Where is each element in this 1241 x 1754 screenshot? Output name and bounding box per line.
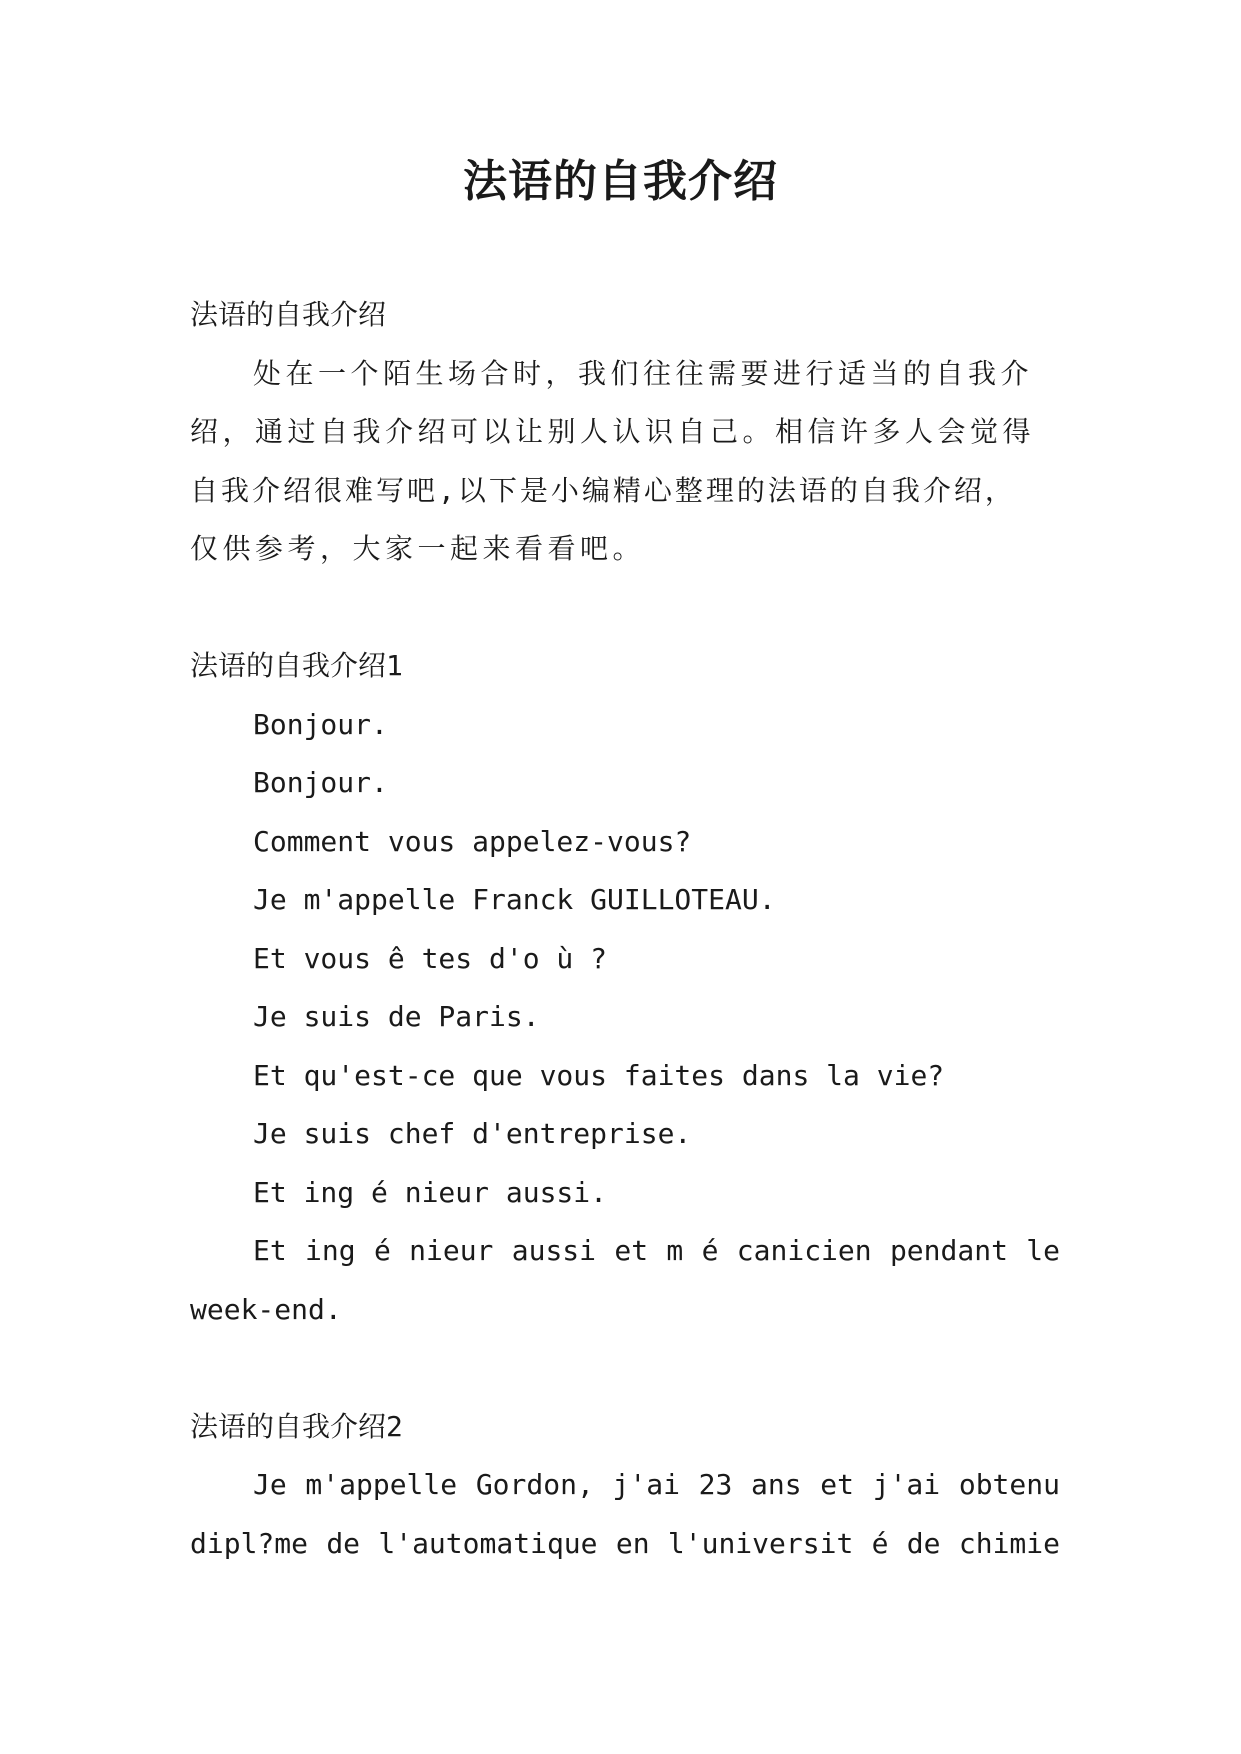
section1-line: Et ing é nieur aussi. bbox=[253, 1175, 608, 1209]
section1-heading: 法语的自我介绍1 bbox=[190, 649, 403, 682]
section1-line: Bonjour. bbox=[253, 707, 388, 741]
intro-line: 仅供参考，大家一起来看看吧。 bbox=[190, 532, 646, 565]
section1-line: Comment vous appelez-vous? bbox=[253, 824, 692, 858]
section1-line: Je m'appelle Franck GUILLOTEAU. bbox=[253, 883, 776, 916]
intro-line: 绍，通过自我介绍可以让别人认识自己。相信许多人会觉得 bbox=[190, 415, 1036, 448]
intro-line: 自我介绍很难写吧,以下是小编精心整理的法语的自我介绍， bbox=[190, 473, 1016, 507]
document-title: 法语的自我介绍 bbox=[463, 156, 778, 207]
section1-line: Je suis de Paris. bbox=[253, 1000, 540, 1033]
section1-line: Je suis chef d'entreprise. bbox=[253, 1117, 692, 1150]
section1-line: Bonjour. bbox=[253, 766, 388, 799]
spacer bbox=[190, 579, 1060, 638]
intro-heading: 法语的自我介绍 bbox=[190, 298, 387, 331]
section1-last-paragraph-line: Et ing é nieur aussi et m é canicien pendant le bbox=[253, 1234, 1060, 1267]
spacer bbox=[190, 1339, 1060, 1398]
section1-line: Et vous ê tes d'o ù ? bbox=[253, 941, 608, 975]
section1-last-paragraph-line: week-end. bbox=[190, 1292, 342, 1326]
section2-line: dipl?me de l'automatique en l'universit é de chimie bbox=[190, 1526, 1060, 1560]
document-body bbox=[190, 286, 1060, 1573]
intro-line: 处在一个陌生场合时，我们往往需要进行适当的自我介 bbox=[253, 356, 1034, 390]
section2-line: Je m'appelle Gordon, j'ai 23 ans et j'ai obtenu bbox=[253, 1468, 1060, 1501]
section1-line: Et qu'est-ce que vous faites dans la vie? bbox=[253, 1058, 945, 1092]
section2-heading: 法语的自我介绍2 bbox=[190, 1409, 403, 1443]
